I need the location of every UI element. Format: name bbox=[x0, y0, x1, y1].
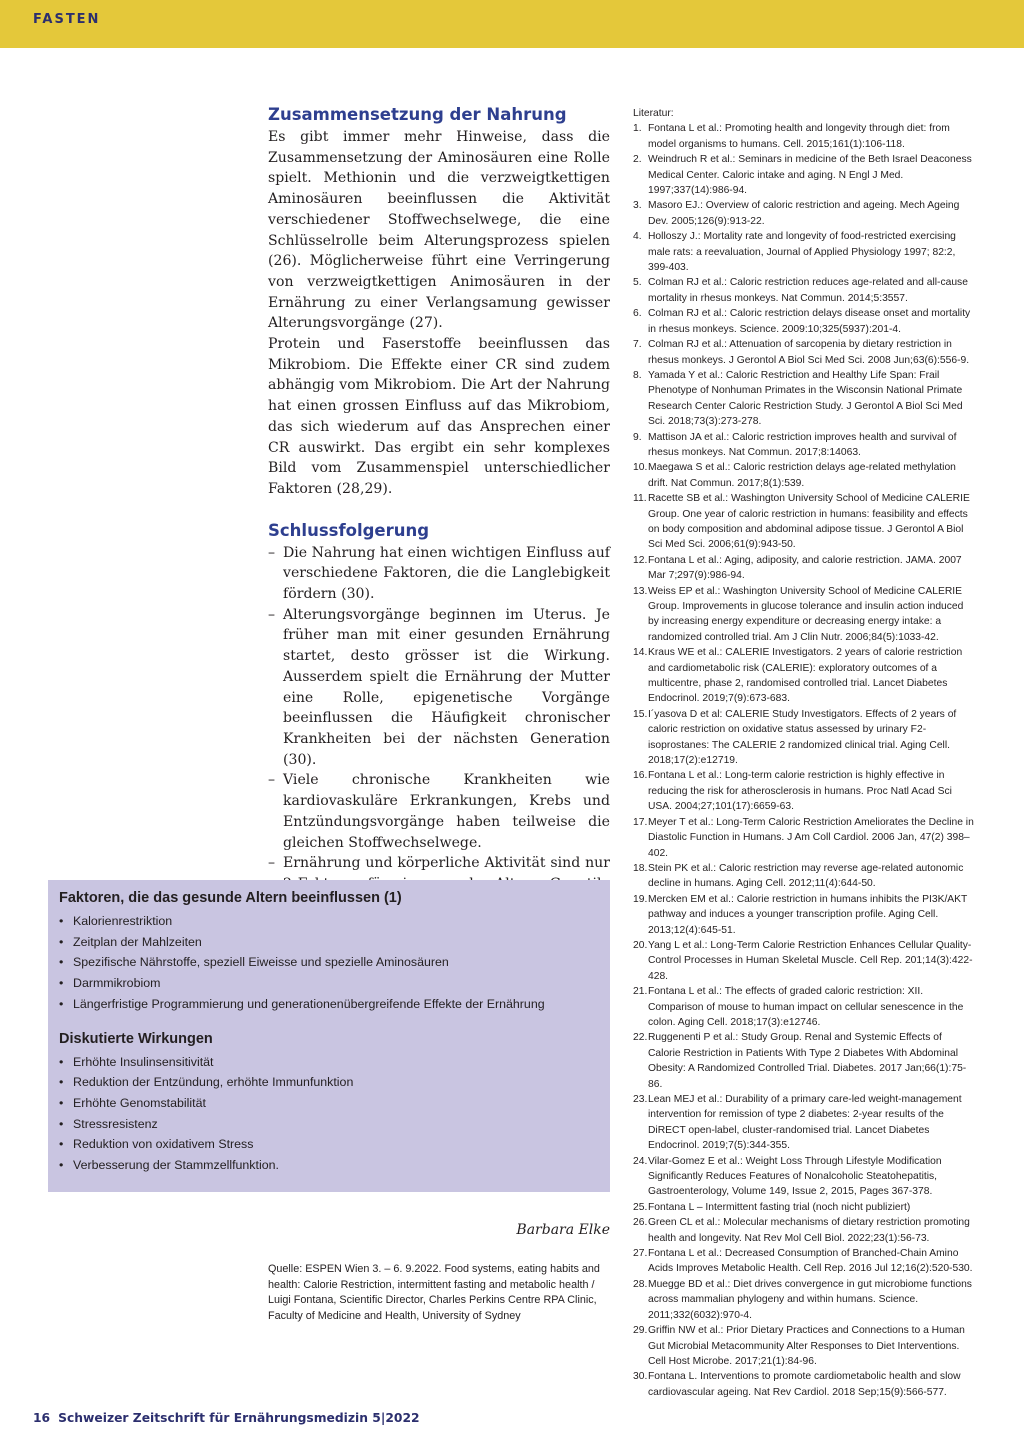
reference-item bbox=[633, 553, 976, 584]
reference-number: 21. bbox=[633, 986, 648, 998]
bullet-dot: • bbox=[59, 934, 64, 949]
journal-name: Schweizer Zeitschrift für Ernährungsmedizin 5|2022 bbox=[58, 1411, 420, 1425]
reference-text: Fontana L. Interventions to promote cardiometabolic health and slow cardiovascular ageing. Nat Rev Cardiol. 2018 Sep;15(9):566-577. bbox=[648, 1371, 961, 1398]
heading-composition: Zusammensetzung der Nahrung bbox=[268, 105, 567, 124]
reference-number: 19. bbox=[633, 893, 648, 905]
reference-item bbox=[633, 1215, 976, 1246]
conclusion-item-text: Ernährung und körperliche Aktivität sind nur bbox=[283, 855, 610, 872]
reference-item bbox=[633, 275, 976, 306]
reference-number: 1. bbox=[633, 123, 642, 135]
reference-number: 25. bbox=[633, 1201, 648, 1213]
reference-text: Masoro EJ.: Overview of caloric restriction and ageing. Mech Ageing Dev. 2005;126(9):913-22. bbox=[648, 200, 960, 227]
reference-text: Colman RJ et al.: Caloric restriction reduces age-related and all-cause mortality in rhesus monkeys. Nat Commun. 2014;5:3557. bbox=[648, 277, 968, 304]
reference-text: Fontana L et al.: The effects of graded caloric restriction: XII. Comparison of mouse to human impact on cellular senescence in the colon. Aging Cell. 2018;17(3):e12746. bbox=[648, 986, 964, 1028]
reference-text: Weiss EP et al.: Washington University School of Medicine CALERIE Group. Improvements in glucose tolerance and insulin action induced by increasing energy expenditure or decreasing energy intake: a randomized controlled trial. Am J Clin Nutr. 2006;84(5):1033-42. bbox=[648, 585, 964, 643]
reference-number: 7. bbox=[633, 339, 642, 351]
factor-item bbox=[59, 911, 599, 932]
bullet-dot: • bbox=[59, 1137, 64, 1152]
factor-item bbox=[59, 952, 599, 973]
reference-text: Colman RJ et al.: Attenuation of sarcopenia by dietary restriction in rhesus monkeys. J Gerontol A Biol Sci Med Sci. 2008 Jun;63(6):556-9. bbox=[648, 339, 970, 366]
reference-item bbox=[633, 1092, 976, 1154]
effects-list bbox=[59, 1052, 599, 1176]
effect-item-text: Reduktion der Entzündung, erhöhte Immunfunktion bbox=[73, 1075, 354, 1090]
reference-number: 4. bbox=[633, 231, 642, 243]
effect-item-text: Stressresistenz bbox=[73, 1116, 158, 1131]
reference-item bbox=[633, 768, 976, 814]
reference-text: Yang L et al.: Long-Term Calorie Restriction Enhances Cellular Quality-Control Processes in Human Skeletal Muscle. Cell Rep. 201;14(3):422-428. bbox=[648, 939, 973, 982]
reference-number: 14. bbox=[633, 647, 648, 659]
reference-text: Fontana L et al.: Decreased Consumption of Branched-Chain Amino Acids Improves Metabolic Health. Cell Rep. 2016 Jul 12;16(2):520-530. bbox=[648, 1248, 973, 1275]
reference-item bbox=[633, 1369, 976, 1400]
effect-item-text: Erhöhte Insulinsensitivität bbox=[73, 1054, 214, 1069]
reference-item bbox=[633, 121, 976, 152]
reference-text: Ruggenenti P et al.: Study Group. Renal and Systemic Effects of Calorie Restriction in Patients With Type 2 Diabetes With Abdominal Obesity: A Randomized Controlled Trial. Diabetes. 2017 Jan;66(1):75-86. bbox=[648, 1032, 967, 1090]
reference-item bbox=[633, 645, 976, 707]
paragraph-microbiome: Protein und Faserstoffe beeinflussen das Mikrobiom. Die Effekte einer CR sind zudem abhängig vom Mikrobiom. Die Art der Nahrung hat einen grossen Einfluss auf das Mikrobiom, das sich wiederum auf das Ansprechen einer CR auswirkt. Das ergibt ein sehr komplexes Bild vom Zusammenspiel unterschiedlicher Faktoren (28,29). bbox=[268, 336, 610, 497]
reference-item bbox=[633, 152, 976, 198]
reference-number: 27. bbox=[633, 1248, 648, 1260]
dash-marker: – bbox=[268, 855, 276, 872]
reference-text: I´yasova D et al: CALERIE Study Investigators. Effects of 2 years of caloric restriction on oxidative status assessed by urinary F2-isoprostanes: The CALERIE 2 randomized clinical trial. Aging Cell. 2018;17(2):e12719. bbox=[648, 708, 957, 767]
reference-text: Stein PK et al.: Caloric restriction may reverse age-related autonomic decline in humans. Aging Cell. 2012;11(4):644-50. bbox=[648, 862, 964, 890]
box-title-factors: Faktoren, die das gesunde Altern beeinflussen (1) bbox=[59, 890, 402, 906]
bullet-dot: • bbox=[59, 914, 64, 928]
references-list bbox=[633, 121, 976, 1400]
reference-number: 13. bbox=[633, 585, 648, 597]
reference-item bbox=[633, 229, 976, 275]
reference-number: 26. bbox=[633, 1217, 648, 1229]
references-column bbox=[633, 106, 976, 1400]
effect-item bbox=[59, 1114, 599, 1135]
reference-text: Fontana L – Intermittent fasting trial (noch nicht publiziert) bbox=[648, 1201, 911, 1213]
reference-number: 20. bbox=[633, 939, 648, 951]
reference-item bbox=[633, 1154, 976, 1200]
main-article-column bbox=[268, 104, 610, 936]
reference-number: 3. bbox=[633, 200, 642, 212]
author-name: Barbara Elke bbox=[516, 1222, 610, 1238]
bullet-dot: • bbox=[59, 1054, 64, 1069]
reference-text: Meyer T et al.: Long-Term Caloric Restriction Ameliorates the Decline in Diastolic Function in Humans. J Am Coll Cardiol. 2006 Jan, 47(2) 398–402. bbox=[648, 816, 974, 859]
reference-item bbox=[633, 198, 976, 229]
reference-item bbox=[633, 1030, 976, 1092]
reference-number: 8. bbox=[633, 369, 642, 381]
effect-item bbox=[59, 1052, 599, 1073]
reference-number: 15. bbox=[633, 708, 648, 720]
reference-text: Griffin NW et al.: Prior Dietary Practices and Connections to a Human Gut Microbial Metacommunity Alter Responses to Diet Interventions. Cell Host Microbe. 2017;21(1):84-96. bbox=[648, 1325, 965, 1367]
factor-item bbox=[59, 973, 599, 994]
page-footer bbox=[33, 1411, 420, 1425]
bullet-dot: • bbox=[59, 1075, 64, 1090]
conclusion-item bbox=[268, 605, 610, 771]
reference-item bbox=[633, 337, 976, 368]
reference-item bbox=[633, 368, 976, 430]
reference-number: 16. bbox=[633, 770, 648, 782]
reference-number: 28. bbox=[633, 1278, 648, 1290]
effect-item bbox=[59, 1072, 599, 1093]
reference-text: Holloszy J.: Mortality rate and longevity of food-restricted exercising male rats: a reevaluation, Journal of Applied Physiology 1997; 82:2, 399-403. bbox=[648, 231, 956, 274]
effect-item bbox=[59, 1155, 599, 1176]
reference-item bbox=[633, 1277, 976, 1323]
bullet-dot: • bbox=[59, 996, 64, 1011]
reference-item bbox=[633, 892, 976, 938]
reference-number: 12. bbox=[633, 554, 648, 566]
effect-item-text: Verbesserung der Stammzellfunktion. bbox=[73, 1158, 279, 1173]
reference-number: 9. bbox=[633, 431, 642, 443]
reference-text: Vilar-Gomez E et al.: Weight Loss Through Lifestyle Modification Significantly Reduces Features of Nonalcoholic Steatohepatitis, Gastroenterology, Volume 149, Issue 2, 2015, Pages 367-378. bbox=[648, 1155, 942, 1198]
reference-number: 24. bbox=[633, 1155, 648, 1167]
conclusion-item bbox=[268, 543, 610, 605]
effect-item bbox=[59, 1134, 599, 1155]
conclusion-item-text: Die Nahrung hat einen wichtigen Einfluss auf verschiedene Faktoren, die die Langlebigkeit fördern (30). bbox=[283, 544, 610, 603]
heading-conclusion: Schlussfolgerung bbox=[268, 520, 430, 540]
paragraph-amino-acids: Es gibt immer mehr Hinweise, dass die Zusammensetzung der Aminosäuren eine Rolle spielt. Methionin und die verzweigtkettigen Aminosäuren beeinflussen die Aktivität verschiedener Stoffwechselwege, die eine Schlüsselrolle beim Alterungsprozess spielen (26). Möglicherweise führt eine Verringerung von verzweigtkettigen Animosäuren in der Ernährung zu einer Verlangsamung gewisser Alterungsvorgänge (27). bbox=[268, 129, 610, 332]
reference-number: 10. bbox=[633, 462, 648, 474]
factor-item bbox=[59, 994, 599, 1015]
reference-item bbox=[633, 460, 976, 491]
factor-item-text: Längerfristige Programmierung und generationenübergreifende Effekte der Ernährung bbox=[73, 996, 545, 1011]
factor-item-text: Darmmikrobiom bbox=[73, 976, 161, 991]
factors-list bbox=[59, 911, 599, 1015]
effect-item-text: Erhöhte Genomstabilität bbox=[73, 1095, 206, 1110]
bullet-dot: • bbox=[59, 976, 64, 991]
reference-item bbox=[633, 984, 976, 1030]
reference-text: Colman RJ et al.: Caloric restriction delays disease onset and mortality in rhesus monkeys. Science. 2009:10;325(5937):201-4. bbox=[648, 308, 971, 335]
bullet-dot: • bbox=[59, 955, 64, 970]
reference-number: 22. bbox=[633, 1032, 648, 1044]
reference-text: Weindruch R et al.: Seminars in medicine of the Beth Israel Deaconess Medical Center. Caloric intake and aging. N Engl J Med. 1997;337(14):986-94. bbox=[648, 154, 972, 197]
reference-text: Racette SB et al.: Washington University School of Medicine CALERIE Group. One year of caloric restriction in humans: feasibility and effects on body composition and abdominal adipose tissue. J Gerontol A Biol Sci Med Sci. 2006;61(9):943-50. bbox=[648, 493, 970, 551]
reference-number: 5. bbox=[633, 277, 642, 289]
reference-text: Fontana L et al.: Aging, adiposity, and calorie restriction. JAMA. 2007 Mar 7;297(9):986-94. bbox=[648, 554, 962, 582]
reference-number: 23. bbox=[633, 1094, 648, 1105]
factor-item-text: Kalorienrestriktion bbox=[73, 914, 173, 928]
reference-text: Kraus WE et al.: CALERIE Investigators. 2 years of calorie restriction and cardiometabolic risk (CALERIE): exploratory outcomes of a multicentre, phase 2, randomised controlled trial. Lancet Diabetes Endocrinol. 2019;7(9):673-683. bbox=[648, 647, 963, 705]
effect-item-text: Reduktion von oxidativem Stress bbox=[73, 1137, 254, 1152]
factors-info-box bbox=[48, 880, 610, 1192]
conclusion-item bbox=[268, 770, 610, 853]
reference-text: Lean MEJ et al.: Durability of a primary care-led weight-management intervention for remission of type 2 diabetes: 2-year results of the DiRECT open-label, cluster-randomised trial. Lancet Diabetes Endocrinol. 2019;7(5):344-355. bbox=[648, 1094, 962, 1152]
bullet-dot: • bbox=[59, 1095, 64, 1110]
reference-text: Fontana L et al.: Promoting health and longevity through diet: from model organisms to humans. Cell. 2015;161(1):106-118. bbox=[648, 123, 950, 150]
reference-text: Yamada Y et al.: Caloric Restriction and Healthy Life Span: Frail Phenotype of Nonhuman Primates in the Wisconsin National Primate Research Center Caloric Restriction Study. J Gerontol A Biol Sci Med Sci. 2018;73(3):273-278. bbox=[648, 369, 963, 428]
reference-number: 18. bbox=[633, 862, 648, 874]
reference-text: Mattison JA et al.: Caloric restriction improves health and survival of rhesus monkeys. Nat Commun. 2017;8:14063. bbox=[648, 431, 957, 458]
section-title: FASTEN bbox=[33, 12, 101, 27]
reference-number: 2. bbox=[633, 154, 642, 166]
reference-item bbox=[633, 306, 976, 337]
source-note: Quelle: ESPEN Wien 3. – 6. 9.2022. Food systems, eating habits and health: Calorie Restriction, intermittent fasting and metabolic health / Luigi Fontana, Scientific Director, Charles Perkins Centre RPA Clinic, Faculty of Medicine and Health, University of Sydney bbox=[268, 1263, 600, 1322]
reference-number: 17. bbox=[633, 816, 648, 828]
conclusion-item-text: Alterungsvorgänge beginnen im Uterus. Je früher man mit einer gesunden Ernährung startet, desto grösser ist die Wirkung. Ausserdem spielt die Ernährung der Mutter eine Rolle, epigenetische Vorgänge beeinflussen die Häufigkeit chronischer Krankheiten bei der nächsten Generation (30). bbox=[283, 606, 610, 768]
reference-number: 29. bbox=[633, 1325, 648, 1337]
reference-item bbox=[633, 430, 976, 461]
page-number: 16 bbox=[33, 1411, 51, 1425]
dash-marker: – bbox=[268, 544, 276, 561]
reference-text: Muegge BD et al.: Diet drives convergence in gut microbiome functions across mammalian phylogeny and within humans. Science. 2011;332(6032):970-4. bbox=[648, 1278, 972, 1321]
reference-item bbox=[633, 938, 976, 984]
factor-item bbox=[59, 932, 599, 953]
bullet-dot: • bbox=[59, 1116, 64, 1131]
reference-number: 11. bbox=[633, 493, 647, 505]
reference-item bbox=[633, 1200, 976, 1215]
effect-item bbox=[59, 1093, 599, 1114]
references-label: Literatur: bbox=[633, 108, 674, 119]
reference-item bbox=[633, 491, 976, 553]
reference-number: 30. bbox=[633, 1371, 648, 1383]
section-header-bar bbox=[0, 0, 1024, 48]
reference-item bbox=[633, 1246, 976, 1277]
conclusion-item-text: Viele chronische Krankheiten wie kardiovaskuläre Erkrankungen, Krebs und Entzündungsvorgänge haben teilweise die gleichen Stoffwechselwege. bbox=[283, 772, 610, 851]
factor-item-text: Zeitplan der Mahlzeiten bbox=[73, 934, 202, 949]
reference-item bbox=[633, 584, 976, 646]
reference-number: 6. bbox=[633, 308, 642, 320]
conclusion-list bbox=[268, 543, 610, 936]
box-title-effects: Diskutierte Wirkungen bbox=[59, 1030, 213, 1047]
reference-item bbox=[633, 707, 976, 769]
bullet-dot: • bbox=[59, 1158, 64, 1173]
dash-marker: – bbox=[268, 606, 276, 623]
reference-text: Maegawa S et al.: Caloric restriction delays age-related methylation drift. Nat Commun. 2017;8(1):539. bbox=[648, 462, 956, 489]
dash-marker: – bbox=[268, 772, 276, 789]
reference-text: Green CL et al.: Molecular mechanisms of dietary restriction promoting health and longevity. Nat Rev Mol Cell Biol. 2022;23(1):56-73. bbox=[648, 1217, 970, 1244]
reference-text: Fontana L et al.: Long-term calorie restriction is highly effective in reducing the risk for atherosclerosis in humans. Proc Natl Acad Sci USA. 2004;27;101(17):6659-63. bbox=[648, 770, 952, 813]
factor-item-text: Spezifische Nährstoffe, speziell Eiweisse und spezielle Aminosäuren bbox=[73, 955, 449, 970]
reference-text: Mercken EM et al.: Calorie restriction in humans inhibits the PI3K/AKT pathway and induces a younger transcription profile. Aging Cell. 2013;12(4):645-51. bbox=[648, 893, 968, 936]
reference-item bbox=[633, 1323, 976, 1369]
reference-item bbox=[633, 861, 976, 892]
reference-item bbox=[633, 815, 976, 861]
